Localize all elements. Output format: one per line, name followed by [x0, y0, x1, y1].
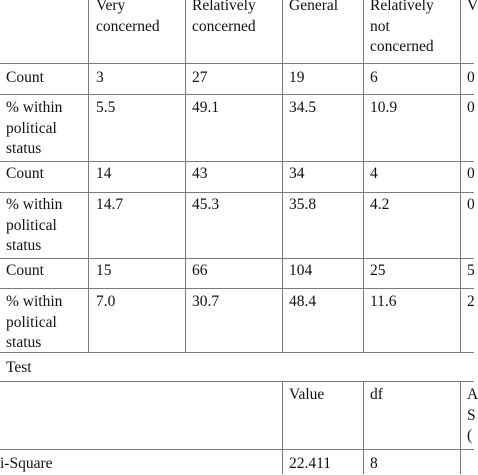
header-general: General — [289, 0, 339, 14]
cell: 45.3 — [192, 196, 220, 213]
row-label: % within political status — [6, 196, 63, 254]
cell: 5.5 — [96, 99, 116, 116]
cell: 104 — [289, 262, 313, 279]
cell: 66 — [192, 262, 208, 279]
cell: 4 — [370, 165, 378, 182]
test-header-cut-off: A S ( — [467, 386, 478, 444]
test-section-title: Test — [6, 359, 32, 376]
row-label: Count — [6, 165, 44, 182]
test-header-df: df — [370, 386, 383, 403]
rule-row-5 — [0, 288, 474, 289]
cell: 14.7 — [96, 196, 124, 213]
cell: 15 — [96, 262, 112, 279]
cell: 11.6 — [370, 293, 397, 310]
cell: 5 — [467, 262, 475, 279]
test-col-divider-3 — [460, 381, 461, 474]
rule-test-header — [0, 449, 474, 450]
cell: 4.2 — [370, 196, 390, 213]
cell: 43 — [192, 165, 208, 182]
cell: 49.1 — [192, 99, 220, 116]
cell: 27 — [192, 69, 208, 86]
row-label: Count — [6, 69, 44, 86]
test-col-divider-1 — [282, 381, 283, 474]
test-col-divider-2 — [363, 381, 364, 474]
col-divider-4 — [363, 0, 364, 353]
test-header-value: Value — [289, 386, 325, 403]
col-divider-3 — [282, 0, 283, 353]
cell: 2 — [467, 293, 475, 310]
cell: 0 — [467, 99, 475, 116]
cell: 0 — [467, 69, 475, 86]
cell: 30.7 — [192, 293, 220, 310]
test-row-df: 8 — [370, 455, 378, 472]
cell: 3 — [96, 69, 104, 86]
row-label: Count — [6, 262, 44, 279]
cell: 34 — [289, 165, 305, 182]
rule-test-top — [0, 381, 474, 382]
test-row-label: i-Square — [0, 455, 53, 472]
rule-row-2 — [0, 161, 474, 162]
rule-top-header — [0, 63, 474, 64]
test-row-value: 22.411 — [289, 455, 332, 472]
rule-row-6 — [0, 352, 474, 353]
cell: 0 — [467, 165, 475, 182]
row-label: % within political status — [6, 99, 63, 157]
header-cut-off: V — [467, 0, 478, 14]
rule-row-3 — [0, 192, 474, 193]
cell: 6 — [370, 69, 378, 86]
cell: 10.9 — [370, 99, 398, 116]
col-divider-5 — [460, 0, 461, 353]
cell: 14 — [96, 165, 112, 182]
cell: 35.8 — [289, 196, 317, 213]
header-relatively-concerned: Relatively concerned — [192, 0, 256, 35]
rule-row-1 — [0, 94, 474, 95]
rule-row-4 — [0, 258, 474, 259]
cell: 7.0 — [96, 293, 116, 310]
cell: 0 — [467, 196, 475, 213]
cell: 48.4 — [289, 293, 317, 310]
row-label: % within political status — [6, 293, 63, 351]
col-divider-2 — [185, 0, 186, 353]
header-very-concerned: Very concerned — [96, 0, 160, 35]
cell: 19 — [289, 69, 305, 86]
col-divider-1 — [88, 0, 89, 353]
cell: 34.5 — [289, 99, 317, 116]
cell: 25 — [370, 262, 386, 279]
header-relatively-not-concerned: Relatively not concerned — [370, 0, 434, 55]
